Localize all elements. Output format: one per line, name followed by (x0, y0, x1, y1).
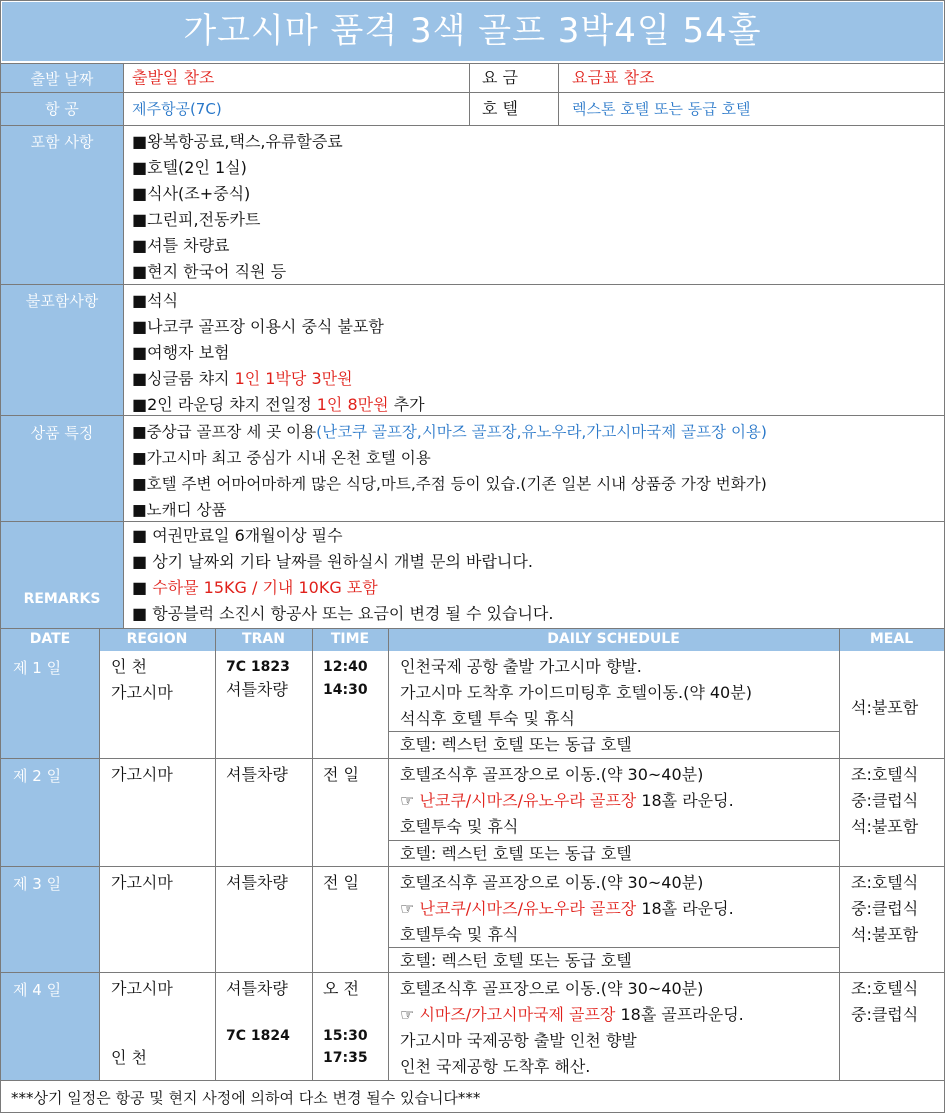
feature-item-text: ■중상급 골프장 세 곳 이용 (132, 423, 317, 441)
time: 전 일 (323, 765, 359, 784)
included-item: ■그린피,전동카트 (132, 210, 261, 229)
two-person-charge: 1인 8만원 (316, 395, 389, 414)
schedule-line: 호텔조식후 골프장으로 이동.(약 30~40분) (400, 765, 704, 784)
col-region: REGION (126, 631, 188, 647)
schedule-header (1, 628, 944, 651)
day-4-label: 제 4 일 (13, 981, 62, 999)
airline-label: 항 공 (45, 100, 79, 118)
airline-value: 제주항공(7C) (132, 100, 222, 118)
day-2-cell (1, 759, 99, 866)
day-1-cell (1, 651, 99, 758)
transport: 셔틀차량 (226, 873, 288, 892)
excluded-list (132, 288, 425, 418)
remark-item-text: ■ (132, 578, 153, 597)
meal: 석:불포함 (851, 698, 919, 717)
golf-courses: 시마즈/가고시마국제 골프장 (419, 1005, 616, 1024)
region: 가고시마 (111, 765, 173, 784)
transport: 셔틀차량 (226, 680, 288, 699)
excluded-item: ■여행자 보험 (132, 343, 230, 362)
time: 전 일 (323, 873, 359, 892)
page-title: 가고시마 품격 3색 골프 3박4일 54홀 (2, 2, 943, 61)
features-list (132, 419, 767, 523)
baggage-allowance: 수하물 15KG / 기내 10KG 포함 (152, 578, 378, 597)
excluded-item-text: 추가 (388, 395, 425, 414)
included-section (1, 125, 944, 284)
features-section (1, 415, 944, 521)
remarks-label-cell (1, 522, 124, 628)
col-meal: MEAL (869, 631, 914, 647)
departure-label-cell (1, 64, 124, 92)
meal: 중:클럽식 (851, 899, 919, 918)
col-date: DATE (29, 631, 71, 647)
region: 인 천 (111, 1048, 147, 1067)
included-item: ■식사(조+중식) (132, 184, 251, 203)
feature-item: ■가고시마 최고 중심가 시내 온천 호텔 이용 (132, 449, 431, 467)
day-3-label: 제 3 일 (13, 875, 62, 893)
schedule-line: 인천국제 공항 출발 가고시마 향발. (400, 657, 642, 676)
schedule-line: 호텔투숙 및 휴식 (400, 817, 519, 836)
departure-value: 출발일 참조 (132, 68, 215, 87)
meal: 조:호텔식 (851, 979, 919, 998)
schedule-line: 호텔투숙 및 휴식 (400, 925, 519, 944)
remark-item: ■ 상기 날짜외 기타 날짜를 원하실시 개별 문의 바랍니다. (132, 552, 533, 571)
time: 17:35 (323, 1050, 368, 1066)
meal: 석:불포함 (851, 817, 919, 836)
excluded-label: 불포함사항 (25, 292, 99, 310)
remarks-label: REMARKS (23, 591, 101, 607)
meal: 중:클럽식 (851, 791, 919, 810)
day-4-cell (1, 973, 99, 1080)
golf-courses: 난코쿠/시마즈/유노우라 골프장 (419, 899, 637, 918)
schedule-text: 18홀 라운딩. (636, 899, 734, 918)
flight-number: 7C 1823 (226, 659, 290, 675)
pointer-icon: ☞ (400, 1005, 420, 1024)
excluded-item (132, 366, 425, 392)
included-label-cell (1, 126, 124, 284)
pointer-icon: ☞ (400, 899, 420, 918)
meal: 중:클럽식 (851, 1005, 919, 1024)
airline-label-cell (1, 93, 124, 125)
remark-item: ■ 항공블럭 소진시 항공사 또는 요금이 변경 될 수 있습니다. (132, 604, 554, 623)
hotel-line: 호텔: 렉스턴 호텔 또는 동급 호텔 (400, 844, 632, 863)
excluded-section (1, 284, 944, 415)
included-item: ■왕복항공료,택스,유류할증료 (132, 132, 343, 151)
info-row-departure (1, 63, 944, 92)
fee-label: 요 금 (482, 68, 518, 87)
flight-number: 7C 1824 (226, 1028, 290, 1044)
schedule-line: 호텔조식후 골프장으로 이동.(약 30~40분) (400, 873, 704, 892)
time: 12:40 (323, 659, 368, 675)
region: 가고시마 (111, 873, 173, 892)
hotel-value: 렉스톤 호텔 또는 동급 호텔 (572, 100, 751, 118)
included-label: 포함 사항 (30, 133, 94, 151)
departure-label: 출발 날짜 (30, 70, 94, 88)
day-1-label: 제 1 일 (13, 659, 62, 677)
hotel-line: 호텔: 렉스턴 호텔 또는 동급 호텔 (400, 735, 632, 754)
included-item: ■현지 한국어 직원 등 (132, 262, 287, 281)
region: 인 천 (111, 657, 147, 676)
col-tran: TRAN (242, 631, 285, 647)
excluded-item: ■석식 (132, 291, 179, 310)
feature-item (132, 419, 767, 445)
time: 14:30 (323, 682, 368, 698)
excluded-item: ■나코쿠 골프장 이용시 중식 불포함 (132, 317, 384, 336)
excluded-item-text: ■2인 라운딩 챠지 전일정 (132, 395, 317, 414)
feature-item: ■호텔 주변 어마어마하게 많은 식당,마트,주점 등이 있습.(기존 일본 시내 상품중 가장 번화가) (132, 475, 767, 493)
schedule-line: 인천 국제공항 도착후 해산. (400, 1057, 591, 1076)
schedule-text: 18홀 라운딩. (636, 791, 734, 810)
footer-note: ***상기 일정은 항공 및 현지 사정에 의하여 다소 변경 될수 있습니다*** (11, 1089, 481, 1107)
col-time: TIME (330, 631, 370, 647)
meal: 석:불포함 (851, 925, 919, 944)
schedule-line: 가고시마 국제공항 출발 인천 향발 (400, 1031, 637, 1050)
schedule-line: 가고시마 도착후 가이드미팅후 호텔이동.(약 40분) (400, 683, 752, 702)
single-room-charge: 1인 1박당 3만원 (234, 369, 353, 388)
golf-courses: 난코쿠/시마즈/유노우라 골프장 (419, 791, 637, 810)
meal: 조:호텔식 (851, 873, 919, 892)
fee-value: 요금표 참조 (572, 68, 655, 87)
features-label: 상품 특징 (30, 424, 94, 442)
remark-item (132, 575, 553, 601)
info-row-airline (1, 92, 944, 125)
golf-course-list: (난코쿠 골프장,시마즈 골프장,유노우라,가고시마국제 골프장 이용) (316, 423, 767, 441)
time: 15:30 (323, 1028, 368, 1044)
feature-item: ■노캐디 상품 (132, 501, 227, 519)
included-item: ■호텔(2인 1실) (132, 158, 247, 177)
pointer-icon: ☞ (400, 791, 420, 810)
schedule-line (400, 1002, 744, 1028)
included-list (132, 129, 343, 285)
schedule-text: 18홀 골프라운딩. (615, 1005, 744, 1024)
schedule-line: 석식후 호텔 투숙 및 휴식 (400, 709, 575, 728)
excluded-label-cell (1, 285, 124, 415)
schedule-line (400, 788, 734, 814)
col-daily: DAILY SCHEDULE (547, 631, 680, 647)
remark-item: ■ 여권만료일 6개월이상 필수 (132, 526, 343, 545)
hotel-label: 호 텔 (482, 99, 518, 118)
excluded-item-text: ■싱글룸 챠지 (132, 369, 235, 388)
included-item: ■셔틀 차량료 (132, 236, 230, 255)
schedule-line: 호텔조식후 골프장으로 이동.(약 30~40분) (400, 979, 704, 998)
day-3-cell (1, 867, 99, 972)
transport: 셔틀차량 (226, 765, 288, 784)
remarks-section (1, 521, 944, 628)
hotel-line: 호텔: 렉스턴 호텔 또는 동급 호텔 (400, 951, 632, 970)
features-label-cell (1, 416, 124, 521)
region: 가고시마 (111, 979, 173, 998)
meal: 조:호텔식 (851, 765, 919, 784)
transport: 셔틀차량 (226, 979, 288, 998)
region: 가고시마 (111, 683, 173, 702)
remarks-list (132, 523, 553, 627)
day-2-label: 제 2 일 (13, 767, 62, 785)
time: 오 전 (323, 979, 359, 998)
schedule-line (400, 896, 734, 922)
